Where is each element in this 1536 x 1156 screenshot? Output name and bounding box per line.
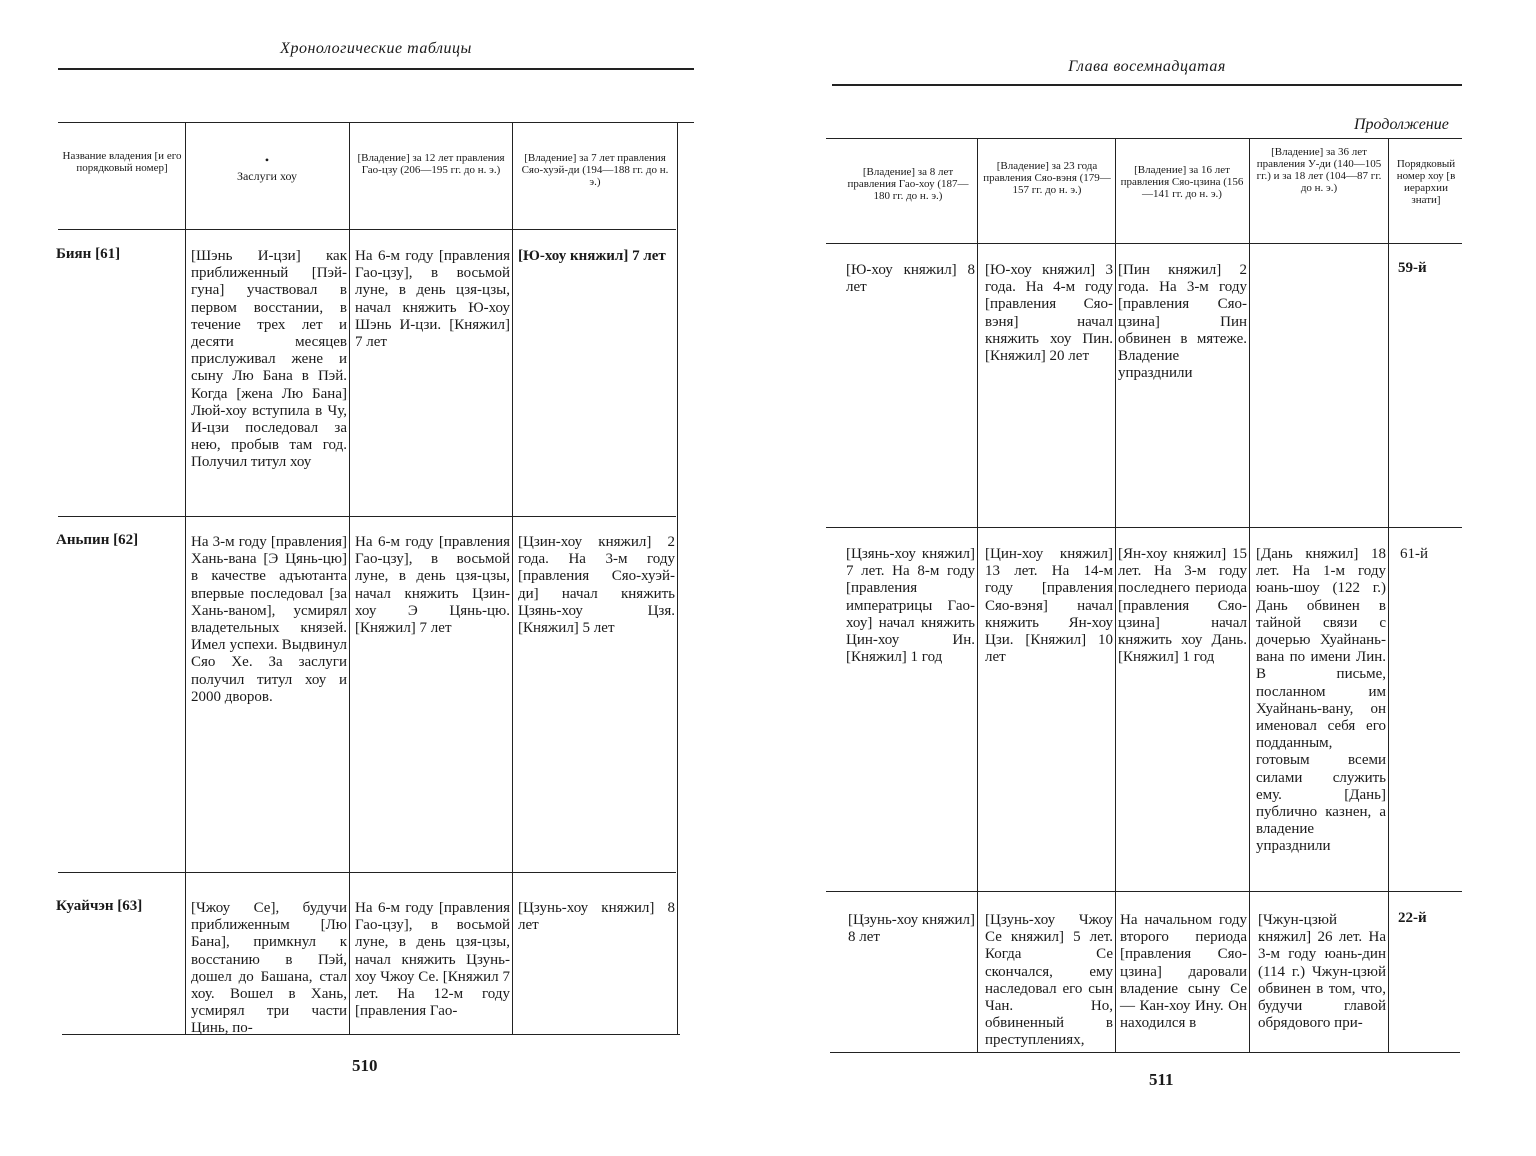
column-divider	[512, 122, 513, 1034]
row-divider	[58, 516, 676, 517]
column-header-gaozu: [Владение] за 12 лет правления Гао-цзу (206—195 гг. до н. э.)	[357, 152, 505, 176]
column-divider	[977, 138, 978, 1052]
rank-number: 22-й	[1398, 910, 1427, 926]
table-bottom-rule	[62, 1034, 680, 1035]
header-rule	[58, 68, 694, 70]
running-head: Глава восемнадцатая	[1068, 58, 1226, 75]
column-divider	[185, 122, 186, 1034]
gaohou-cell: [Цзунь-хоу княжил] 8 лет	[848, 912, 975, 946]
rank-number: 59-й	[1398, 260, 1427, 276]
page-number: 511	[1149, 1070, 1174, 1089]
xiaojing-cell: [Пин княжил] 2 года. На 3-м году [правления Сяо-цзина] Пин обвинен в мятеже. Владение упразднили	[1118, 262, 1247, 382]
left-page	[0, 0, 710, 1156]
xiaohui-cell: [Цзин-хоу княжил] 2 года. На 3-м году [правления Сяо-хуэй-ди] начал княжить Цзянь-хоу Цзя. [Княжил] 5 лет	[518, 534, 675, 637]
row-divider	[58, 872, 676, 873]
table-top-rule	[58, 122, 694, 123]
gaozu-cell: На 6-м году [правления Гао-цзу], в восьмой луне, в день цзя-цзы, начал княжить Цзин-хоу Э Цянь-цю. [Княжил] 7 лет	[355, 534, 510, 637]
running-head: Хронологические таблицы	[280, 40, 472, 57]
xiaojing-cell: [Ян-хоу княжил] 15 лет. На 3-м году последнего периода [правления Сяо-цзина] начал княжить хоу Дань. [Княжил] 1 год	[1118, 546, 1247, 666]
column-header-xiaojing: [Владение] за 16 лет правления Сяо-цзина (156—141 гг. до н. э.)	[1120, 164, 1244, 200]
row-divider	[826, 891, 1462, 892]
gaohou-cell: [Ю-хоу княжил] 8 лет	[846, 262, 975, 296]
column-divider	[677, 122, 678, 1034]
row-divider	[826, 527, 1462, 528]
table-bottom-rule	[830, 1052, 1460, 1053]
table-header-rule	[58, 229, 676, 230]
gaohou-cell: [Цзянь-хоу княжил] 7 лет. На 8-м году [правления императрицы Гао-хоу] начал княжить Цин-хоу Ин. [Княжил] 1 год	[846, 546, 975, 666]
merit-cell: [Шэнь И-цзи] как приближенный [Пэй-гуна] участвовал в первом восстании, в течение трех лет и десяти месяцев прислуживал жене и сыну Лю Бана в Пэй. Когда [жена Лю Бана] Люй-хоу вступила в Чу, И-цзи последовал за нею, пробыв там год. Получил титул хоу	[191, 248, 347, 471]
wudi-cell: [Чжун-цзюй княжил] 26 лет. На 3-м году юань-дин (114 г.) Чжун-цзюй обвинен в том, что, будучи главой обрядового при-	[1258, 912, 1386, 1032]
merit-cell: [Чжоу Се], будучи приближенным [Лю Бана], примкнул к восстанию в Пэй, дошел до Башана, стал хоу. Вошел в Хань, усмирял три части Цинь, по-	[191, 900, 347, 1037]
domain-name: Куайчэн [63]	[56, 898, 143, 914]
table-top-rule	[826, 138, 1462, 139]
domain-name: Биян [61]	[56, 246, 121, 262]
page-number: 510	[352, 1056, 378, 1075]
xiaowen-cell: [Цин-хоу княжил] 13 лет. На 14-м году [правления Сяо-вэня] начал княжить Ян-хоу Цзи. [Княжил] 10 лет	[985, 546, 1113, 666]
column-header-xiaowen: [Владение] за 23 года правления Сяо-вэня (179—157 гг. до н. э.)	[983, 160, 1111, 196]
column-header-gaohou: [Владение] за 8 лет правления Гао-хоу (187—180 гг. до н. э.)	[847, 166, 969, 202]
column-divider	[1115, 138, 1116, 1052]
domain-name: Аньпин [62]	[56, 532, 139, 548]
wudi-cell: [Дань княжил] 18 лет. На 1-м году юань-шоу (122 г.) Дань обвинен в тайной связи с дочерью Хуайнань-вана по имени Лин. В письме, посланном им Хуайнань-вану, он именовал себя его подданным, готовым всеми силами служить ему. [Дань] публично казнен, а владение упразднили	[1256, 546, 1386, 855]
gaozu-cell: На 6-м году [правления Гао-цзу], в восьмой луне, в день цзя-цзы, начал княжить Цзунь-хоу Чжоу Се. [Княжил 7 лет. На 12-м году [правления Гао-	[355, 900, 510, 1020]
xiaohui-cell: [Ю-хоу княжил] 7 лет	[518, 248, 666, 264]
header-rule	[832, 84, 1462, 86]
column-header-merit-mark: •	[264, 153, 270, 167]
column-divider	[349, 122, 350, 1034]
table-header-rule	[826, 243, 1462, 244]
column-divider	[1249, 138, 1250, 1052]
column-header-merit: Заслуги хоу	[236, 169, 298, 183]
column-header-xiaohui: [Владение] за 7 лет правления Сяо-хуэй-ди (194—188 гг. до н. э.)	[521, 152, 669, 188]
xiaojing-cell: На начальном году второго периода [правления Сяо-цзина] даровали владение сыну Се — Кан-хоу Ину. Он находился в	[1120, 912, 1247, 1032]
column-header-wudi: [Владение] за 36 лет правления У-ди (140—105 гг.) и за 18 лет (104—87 гг. до н. э.)	[1256, 146, 1382, 194]
column-header-rank: Порядковый номер хоу [в иерархии знати]	[1396, 158, 1456, 206]
xiaowen-cell: [Ю-хоу княжил] 3 года. На 4-м году [правления Сяо-вэня] начал княжить хоу Пин. [Княжил] 20 лет	[985, 262, 1113, 365]
xiaowen-cell: [Цзунь-хоу Чжоу Се княжил] 5 лет. Когда Се скончался, ему наследовал его сын Чан. Но, обвиненный в преступлениях,	[985, 912, 1113, 1049]
continued-label: Продолжение	[1354, 116, 1449, 133]
rank-number: 61-й	[1400, 546, 1429, 562]
merit-cell: На 3-м году [правления] Хань-вана [Э Цянь-цю] в качестве адъютанта впервые последовал [за Хань-ваном], усмирял владетельных князей. Имел успехи. Выдвинул Сяо Хе. За заслуги получил титул хоу и 2000 дворов.	[191, 534, 347, 705]
gaozu-cell: На 6-м году [правления Гао-цзу], в восьмой луне, в день цзя-цзы, начал княжить Ю-хоу Шэнь И-цзи. [Княжил] 7 лет	[355, 248, 510, 351]
column-divider	[1388, 138, 1389, 1052]
column-header-name: Название владения [и его порядковый номер]	[62, 150, 182, 174]
xiaohui-cell: [Цзунь-хоу княжил] 8 лет	[518, 900, 675, 934]
right-page	[760, 0, 1536, 1156]
